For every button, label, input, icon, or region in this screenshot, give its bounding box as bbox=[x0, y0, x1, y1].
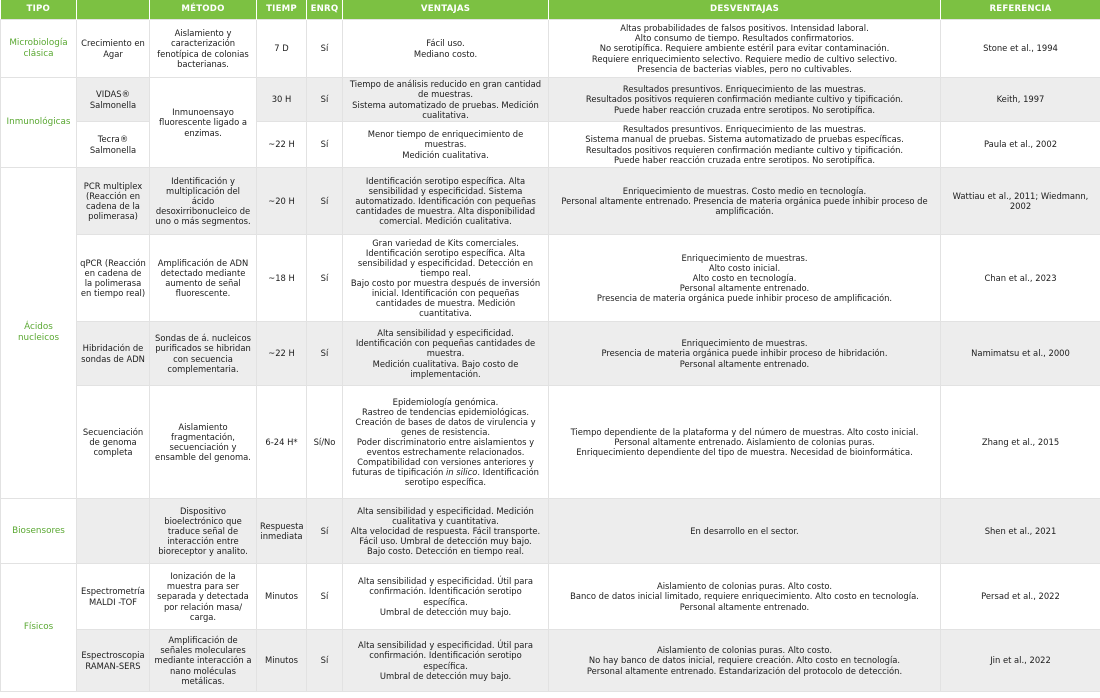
enrichment-cell: Sí bbox=[307, 235, 343, 322]
technique-cell: Crecimiento en Agar bbox=[77, 20, 150, 78]
technique-cell: Tecra® Salmonella bbox=[77, 122, 150, 168]
technique-cell: Espectrometría MALDI -TOF bbox=[77, 564, 150, 630]
advantages-cell: Gran variedad de Kits comerciales. Identificación serotipo específica. Alta sensibilidad y especificidad. Detección en tiempo real. Bajo costo por muestra después de inversión inicial. Identificación con pequeñas cantidades de muestra. Medición cuantitativa. bbox=[343, 235, 549, 322]
reference-cell: Jin et al., 2022 bbox=[941, 630, 1100, 692]
disadvantages-cell: Tiempo dependiente de la plataforma y del número de muestras. Alto costo inicial. Personal altamente entrenado. Aislamiento de colonias puras. Enriquecimiento dependiente del tipo de muestra. Necesidad de bioinformática. bbox=[549, 386, 941, 499]
header-tiempo: TIEMP bbox=[257, 0, 307, 20]
header-metodo: MÉTODO bbox=[150, 0, 257, 20]
reference-cell: Zhang et al., 2015 bbox=[941, 386, 1100, 499]
time-cell: Respuesta inmediata bbox=[257, 499, 307, 564]
time-cell: Minutos bbox=[257, 630, 307, 692]
table-row bbox=[1, 235, 1100, 322]
disadvantages-cell: Aislamiento de colonias puras. Alto costo. Banco de datos inicial limitado, requiere enriquecimiento. Alto costo en tecnología. Personal altamente entrenado. bbox=[549, 564, 941, 630]
technique-cell: qPCR (Reacción en cadena de la polimerasa en tiempo real) bbox=[77, 235, 150, 322]
disadvantages-cell: En desarrollo en el sector. bbox=[549, 499, 941, 564]
time-cell: 30 H bbox=[257, 78, 307, 122]
time-cell: 6-24 H* bbox=[257, 386, 307, 499]
enrichment-cell: Sí bbox=[307, 78, 343, 122]
header-enrq: ENRQ bbox=[307, 0, 343, 20]
reference-cell: Stone et al., 1994 bbox=[941, 20, 1100, 78]
table-row bbox=[1, 78, 1100, 122]
header-referencia: REFERENCIA bbox=[941, 0, 1100, 20]
enrichment-cell: Sí/No bbox=[307, 386, 343, 499]
header-tecnica bbox=[77, 0, 150, 20]
enrichment-cell: Sí bbox=[307, 564, 343, 630]
table-row bbox=[1, 168, 1100, 235]
reference-cell: Keith, 1997 bbox=[941, 78, 1100, 122]
reference-cell: Paula et al., 2002 bbox=[941, 122, 1100, 168]
category-fisicos: Físicos bbox=[1, 564, 77, 692]
enrichment-cell: Sí bbox=[307, 20, 343, 78]
header-desventajas: DESVENTAJAS bbox=[549, 0, 941, 20]
method-cell: Identificación y multiplicación del ácido desoxirribonucleico de uno o más segmentos. bbox=[150, 168, 257, 235]
advantages-cell: Alta sensibilidad y especificidad. Identificación con pequeñas cantidades de muestra. Medición cualitativa. Bajo costo de implementación. bbox=[343, 322, 549, 386]
advantages-cell: Fácil uso. Mediano costo. bbox=[343, 20, 549, 78]
header-tipo: TIPO bbox=[1, 0, 77, 20]
reference-cell: Namimatsu et al., 2000 bbox=[941, 322, 1100, 386]
header-row bbox=[1, 0, 1100, 20]
method-cell: Amplificación de señales moleculares mediante interacción a nano moléculas metálicas. bbox=[150, 630, 257, 692]
technique-cell: Hibridación de sondas de ADN bbox=[77, 322, 150, 386]
disadvantages-cell: Resultados presuntivos. Enriquecimiento de las muestras. Resultados positivos requieren confirmación mediante cultivo y tipificación. Puede haber reacción cruzada entre serotipos. No serotipífica. bbox=[549, 78, 941, 122]
method-cell: Ionización de la muestra para ser separada y detectada por relación masa/ carga. bbox=[150, 564, 257, 630]
header-ventajas: VENTAJAS bbox=[343, 0, 549, 20]
category-acidos-nucleicos: Ácidos nucleicos bbox=[1, 168, 77, 499]
method-cell: Inmunoensayo fluorescente ligado a enzimas. bbox=[150, 78, 257, 168]
advantages-cell: Identificación serotipo específica. Alta sensibilidad y especificidad. Sistema automatizado. Identificación con pequeñas cantidades de muestra. Alta disponibilidad comercial. Medición cualitativa. bbox=[343, 168, 549, 235]
technique-cell: PCR multiplex (Reacción en cadena de la polimerasa) bbox=[77, 168, 150, 235]
method-cell: Aislamiento y caracterización fenotípica de colonias bacterianas. bbox=[150, 20, 257, 78]
table-row bbox=[1, 20, 1100, 78]
time-cell: Minutos bbox=[257, 564, 307, 630]
advantages-cell: Menor tiempo de enriquecimiento de muestras. Medición cualitativa. bbox=[343, 122, 549, 168]
method-cell: Dispositivo bioelectrónico que traduce señal de interacción entre bioreceptor y analito. bbox=[150, 499, 257, 564]
advantages-cell: Tiempo de análisis reducido en gran cantidad de muestras. Sistema automatizado de pruebas. Medición cualitativa. bbox=[343, 78, 549, 122]
table-row bbox=[1, 499, 1100, 564]
enrichment-cell: Sí bbox=[307, 499, 343, 564]
disadvantages-cell: Enriquecimiento de muestras. Costo medio en tecnología. Personal altamente entrenado. Presencia de materia orgánica puede inhibir proceso de amplificación. bbox=[549, 168, 941, 235]
reference-cell: Shen et al., 2021 bbox=[941, 499, 1100, 564]
enrichment-cell: Sí bbox=[307, 322, 343, 386]
enrichment-cell: Sí bbox=[307, 122, 343, 168]
technique-cell: Secuenciación de genoma completa bbox=[77, 386, 150, 499]
technique-cell bbox=[77, 499, 150, 564]
time-cell: ~20 H bbox=[257, 168, 307, 235]
enrichment-cell: Sí bbox=[307, 168, 343, 235]
method-cell: Sondas de á. nucleicos purificados se hibridan con secuencia complementaria. bbox=[150, 322, 257, 386]
disadvantages-cell: Altas probabilidades de falsos positivos. Intensidad laboral. Alto consumo de tiempo. Resultados confirmatorios. No serotipífica. Requiere ambiente estéril para evitar contaminación. Requiere enriquecimiento selectivo. Requiere medio de cultivo selectivo. Presencia de bacterias viables, pero no cultivables. bbox=[549, 20, 941, 78]
category-inmunologicas: Inmunológicas bbox=[1, 78, 77, 168]
time-cell: 7 D bbox=[257, 20, 307, 78]
disadvantages-cell: Aislamiento de colonias puras. Alto costo. No hay banco de datos inicial, requiere creación. Alto costo en tecnología. Personal altamente entrenado. Estandarización del protocolo de detección. bbox=[549, 630, 941, 692]
advantages-cell: Epidemiología genómica. Rastreo de tendencias epidemiológicas. Creación de bases de datos de virulencia y genes de resistencia. Poder discriminatorio entre aislamientos y eventos estrechamente relacionados. Compatibilidad con versiones anteriores y futuras de tipificación in silico. Identificación serotipo específica. bbox=[343, 386, 549, 499]
advantages-cell: Alta sensibilidad y especificidad. Útil para confirmación. Identificación serotipo específica. Umbral de detección muy bajo. bbox=[343, 630, 549, 692]
reference-cell: Persad et al., 2022 bbox=[941, 564, 1100, 630]
reference-cell: Wattiau et al., 2011; Wiedmann, 2002 bbox=[941, 168, 1100, 235]
table-row bbox=[1, 386, 1100, 499]
technique-cell: VIDAS® Salmonella bbox=[77, 78, 150, 122]
time-cell: ~22 H bbox=[257, 122, 307, 168]
technique-cell: Espectroscopia RAMAN-SERS bbox=[77, 630, 150, 692]
category-biosensores: Biosensores bbox=[1, 499, 77, 564]
enrichment-cell: Sí bbox=[307, 630, 343, 692]
time-cell: ~18 H bbox=[257, 235, 307, 322]
method-cell: Aislamiento fragmentación, secuenciación y ensamble del genoma. bbox=[150, 386, 257, 499]
category-microbiologia: Microbiología clásica bbox=[1, 20, 77, 78]
disadvantages-cell: Resultados presuntivos. Enriquecimiento de las muestras. Sistema manual de pruebas. Sistema automatizado de pruebas específicas. Resultados positivos requieren confirmación mediante cultivo y tipificación. Puede haber reacción cruzada entre serotipos. No serotipífica. bbox=[549, 122, 941, 168]
disadvantages-cell: Enriquecimiento de muestras. Alto costo inicial. Alto costo en tecnología. Personal altamente entrenado. Presencia de materia orgánica puede inhibir proceso de amplificación. bbox=[549, 235, 941, 322]
advantages-cell: Alta sensibilidad y especificidad. Medición cualitativa y cuantitativa. Alta velocidad de respuesta. Fácil transporte. Fácil uso. Umbral de detección muy bajo. Bajo costo. Detección en tiempo real. bbox=[343, 499, 549, 564]
table-row bbox=[1, 322, 1100, 386]
advantages-cell: Alta sensibilidad y especificidad. Útil para confirmación. Identificación serotipo específica. Umbral de detección muy bajo. bbox=[343, 564, 549, 630]
reference-cell: Chan et al., 2023 bbox=[941, 235, 1100, 322]
table-row bbox=[1, 564, 1100, 630]
time-cell: ~22 H bbox=[257, 322, 307, 386]
method-cell: Amplificación de ADN detectado mediante aumento de señal fluorescente. bbox=[150, 235, 257, 322]
table-row bbox=[1, 630, 1100, 692]
disadvantages-cell: Enriquecimiento de muestras. Presencia de materia orgánica puede inhibir proceso de hibridación. Personal altamente entrenado. bbox=[549, 322, 941, 386]
